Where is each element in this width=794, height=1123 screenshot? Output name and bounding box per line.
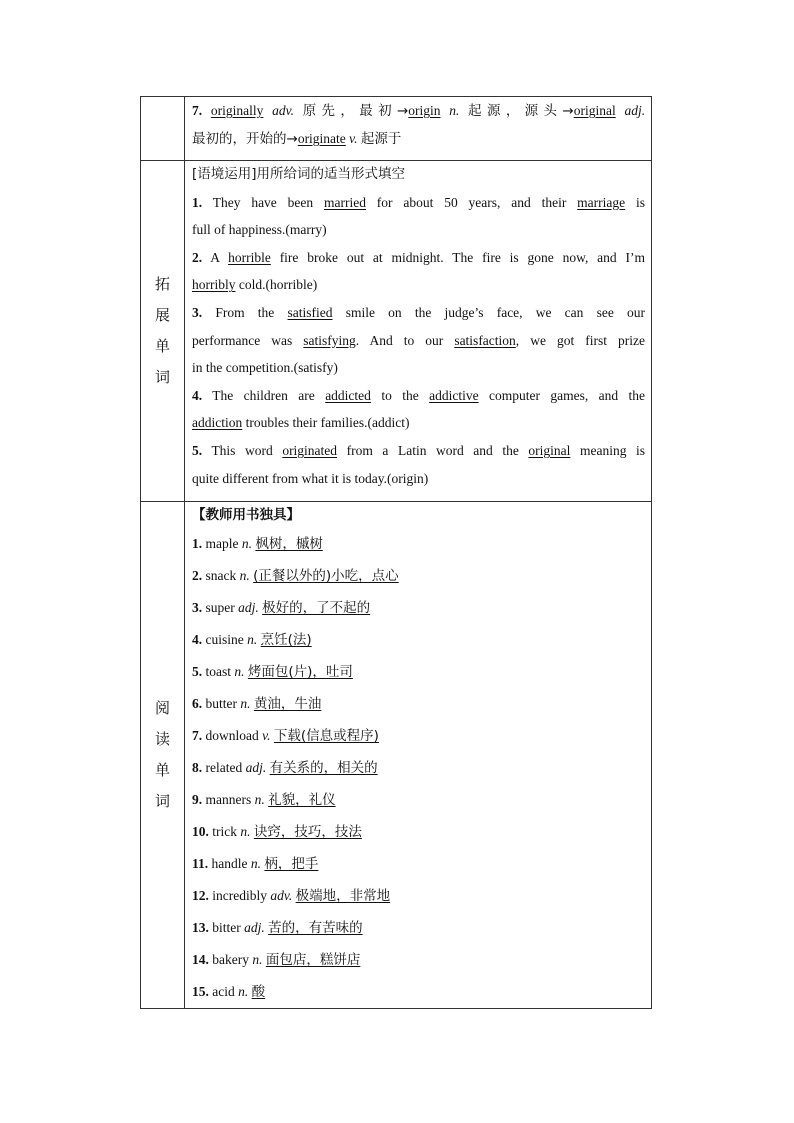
item-word: bitter [212,920,241,935]
item-number: 13. [192,920,209,935]
side-char: 词 [154,792,170,810]
vocab-item [192,528,645,560]
entry-num: 7. [192,103,203,118]
sentence-3-line-2 [192,327,645,355]
item-meaning: 有关系的，相关的 [269,760,378,776]
item-meaning: (正餐以外的)小吃，点心 [253,568,399,584]
item-number: 2. [192,568,203,583]
item-word: toast [205,664,231,679]
item-number: 7. [192,728,203,743]
item-meaning: 下载(信息或程序) [273,728,379,744]
item-number: 12. [192,888,209,903]
vocab-item [192,944,645,976]
answer-blank: originally [210,103,264,118]
answer-blank: married [323,194,366,210]
sentence-3-line-1 [192,299,645,327]
item-pos: n. [247,632,258,647]
item-pos: n. [239,568,250,583]
entry-line-2 [192,125,645,153]
sentence-text: in the competition.(satisfy) [192,360,338,376]
vocab-item [192,720,645,752]
item-meaning: 烤面包(片)，吐司 [247,664,353,680]
item-number: 3. [192,600,203,615]
sentence-text: From the [215,304,275,320]
answer-blank: satisfaction [454,332,516,348]
section-heading: [语境运用]用所给词的适当形式填空 [192,166,406,182]
sentence-text: This word [211,442,273,458]
sentence-2-line-2 [192,271,645,299]
sentence-1-line-1 [192,189,645,217]
vocab-item [192,592,645,624]
item-meaning: 苦的，有苦味的 [268,920,363,936]
item-meaning: 诀窍，技巧，技法 [253,824,362,840]
item-meaning: 烹饪(法) [260,632,312,648]
answer-blank: original [528,442,571,458]
item-word: incredibly [212,888,267,903]
sentence-text: performance was [192,332,293,348]
item-word: snack [205,568,237,583]
answer-blank: satisfied [287,304,333,320]
item-number: 11. [192,856,209,871]
item-number: 1. [192,536,203,551]
pos: v. [349,131,358,146]
answer-blank: satisfying [303,332,356,348]
item-number: 6. [192,696,203,711]
item-number: 14. [192,952,209,967]
item-number: 10. [192,824,209,839]
entry-line-1 [192,97,645,125]
vocab-item [192,560,645,592]
meaning: 起源，源头→ [468,103,574,119]
sentence-5-line-2 [192,465,645,493]
item-number: 4. [192,632,203,647]
item-pos: n. [234,664,245,679]
item-pos: n. [241,536,252,551]
item-pos: adv. [270,888,293,903]
side-char: 阅 [154,699,170,717]
sentence-text: , we got first prize [515,332,646,348]
meaning: 最初的，开始的→ [192,131,298,147]
sentence-text: fire broke out at midnight. The fire is gone now, and I’m [279,249,645,265]
meaning: 起源于 [360,131,402,147]
vocab-item [192,656,645,688]
answer-blank: addictive [429,387,479,403]
sentence-2-line-1 [192,244,645,272]
item-number: 15. [192,984,209,999]
sentence-4-line-1 [192,382,645,410]
item-pos: adj. [244,920,265,935]
item-word: acid [212,984,235,999]
item-word: maple [205,536,239,551]
answer-blank: original [573,103,616,118]
item-word: butter [205,696,237,711]
sentence-text: computer games, and the [489,387,646,403]
item-pos: n. [252,952,263,967]
item-word: super [205,600,235,615]
section-label-reading [141,502,185,1009]
item-pos: n. [254,792,265,807]
item-word: trick [212,824,237,839]
sentence-text: quite different from what it is today.(origin) [192,470,429,486]
item-meaning: 面包店，糕饼店 [265,952,361,968]
teacher-book-heading: 【教师用书独具】 [192,507,300,523]
answer-blank: originated [282,442,338,458]
answer-blank: origin [408,103,441,118]
item-number: 8. [192,760,203,775]
sentence-1-line-2 [192,216,645,244]
side-char: 展 [154,306,170,324]
sentence-5-line-1 [192,437,645,465]
answer-blank: originate [297,131,346,146]
sentence-text: A [210,249,220,265]
sentence-num: 1. [192,194,203,210]
item-word: download [205,728,259,743]
sentence-text: full of happiness.(marry) [192,222,327,238]
sentence-text: cold.(horrible) [238,277,318,293]
side-char: 读 [154,730,170,748]
sentence-text: They have been [212,194,314,210]
answer-blank: marriage [577,194,626,210]
sentence-3-line-3 [192,354,645,382]
item-meaning: 柄，把手 [264,856,319,872]
item-pos: adj. [238,600,259,615]
row-body [185,97,652,161]
item-pos: n. [240,824,251,839]
pos: adj. [624,103,646,118]
sentence-num: 2. [192,249,203,265]
vocab-item [192,784,645,816]
item-word: related [205,760,243,775]
vocab-item [192,752,645,784]
side-char: 单 [154,761,170,779]
sentence-text: is [635,194,645,210]
row-continued [141,97,652,161]
meaning: 原先，最初→ [302,103,409,119]
item-meaning: 极端地，非常地 [295,888,391,904]
vocab-item [192,624,645,656]
sentence-num: 3. [192,304,203,320]
item-meaning: 黄油，牛油 [253,696,322,712]
side-char: 拓 [154,275,170,293]
item-word: manners [205,792,252,807]
vocab-table [140,96,652,1009]
item-pos: v. [262,728,271,743]
side-char: 词 [154,368,170,386]
vocab-item [192,880,645,912]
answer-blank: horribly [192,277,236,293]
item-meaning: 极好的，了不起的 [262,600,371,616]
sentence-4-line-2 [192,409,645,437]
vocab-item [192,688,645,720]
sentence-num: 5. [192,442,203,458]
vocab-item [192,848,645,880]
side-char: 单 [154,337,170,355]
answer-blank: addicted [325,387,371,403]
sentence-text: to the [381,387,419,403]
item-pos: adj. [245,760,267,775]
item-number: 5. [192,664,203,679]
answer-blank: horrible [228,249,271,265]
item-meaning: 枫树，槭树 [255,536,323,552]
vocab-item [192,816,645,848]
item-pos: n. [238,984,249,999]
sentence-text: . And to our [355,332,444,348]
row-reading-words [141,502,652,1009]
pos: adv. [272,103,294,118]
item-number: 9. [192,792,203,807]
expand-body [185,161,652,502]
sentence-text: The children are [212,387,315,403]
row-side-empty [141,97,185,161]
vocab-item [192,976,645,1008]
sentence-text: meaning is [579,442,646,458]
section-label-expand [141,161,185,502]
sentence-text: smile on the judge’s face, we can see our [345,304,646,320]
sentence-text: troubles their families.(addict) [245,415,410,431]
item-meaning: 酸 [251,984,266,1000]
item-pos: n. [250,856,262,871]
item-pos: n. [240,696,251,711]
sentence-text: for about 50 years, and their [376,194,567,210]
sentence-num: 4. [192,387,203,403]
row-expand-words [141,161,652,502]
item-word: bakery [212,952,249,967]
answer-blank: addiction [192,415,243,431]
item-meaning: 礼貌，礼仪 [268,792,336,808]
reading-body [185,502,652,1009]
vocab-item [192,912,645,944]
item-word: cuisine [205,632,244,647]
item-word: handle [211,856,248,871]
pos: n. [449,103,460,118]
sentence-text: from a Latin word and the [346,442,519,458]
